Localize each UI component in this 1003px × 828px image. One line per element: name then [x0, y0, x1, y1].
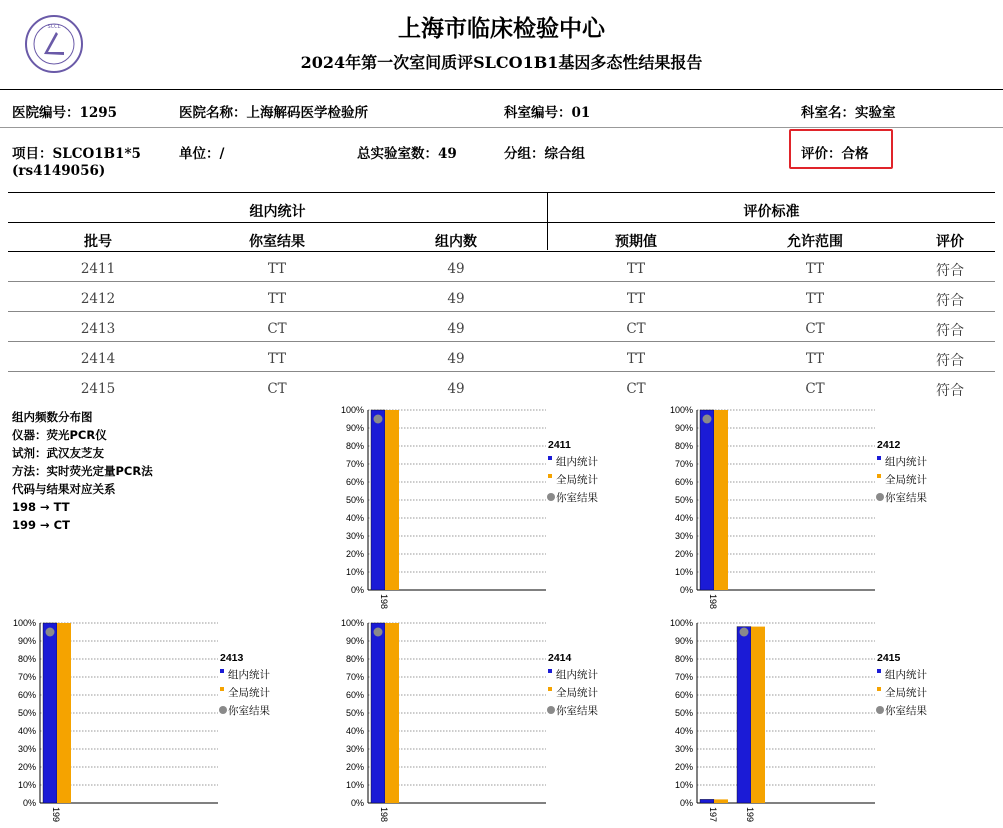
y-tick-label: 80%	[674, 654, 693, 664]
y-tick-label: 90%	[345, 636, 364, 646]
y-tick-label: 0%	[679, 585, 693, 595]
cell-allowed-range: TT	[805, 351, 825, 367]
cell-group-count: 49	[447, 351, 465, 367]
bar-global-stat	[385, 623, 399, 803]
legend-global-swatch	[877, 474, 881, 478]
cell-group-count: 49	[447, 321, 465, 337]
legend-your-result-label: 你室结果	[885, 705, 927, 717]
bar-group-stat	[700, 799, 714, 803]
legend-group-label: 组内统计	[556, 669, 598, 681]
dept-name: 科室名：实验室	[801, 105, 896, 121]
y-tick-label: 40%	[674, 513, 693, 523]
bar-global-stat	[751, 627, 765, 803]
y-tick-label: 100%	[340, 405, 364, 415]
bar-group-stat	[43, 623, 57, 803]
your-result-marker	[374, 628, 383, 637]
legend-group-swatch	[877, 456, 881, 460]
y-tick-label: 80%	[345, 654, 364, 664]
divider	[8, 251, 995, 252]
y-tick-label: 70%	[345, 672, 364, 682]
row-divider	[8, 311, 995, 312]
y-tick-label: 100%	[669, 405, 693, 415]
your-result-marker	[703, 415, 712, 424]
x-tick-label: 198	[379, 594, 389, 610]
legend-group-swatch	[548, 456, 552, 460]
x-tick-label: 197	[708, 807, 718, 823]
y-tick-label: 0%	[679, 798, 693, 808]
cell-evaluation: 符合	[936, 353, 964, 369]
legend-global-swatch	[548, 474, 552, 478]
cell-evaluation: 符合	[936, 263, 964, 279]
notes-code-199: 199 → CT	[12, 518, 70, 532]
y-tick-label: 0%	[22, 798, 36, 808]
legend-your-result-marker	[547, 493, 555, 501]
y-tick-label: 90%	[674, 423, 693, 433]
y-tick-label: 70%	[17, 672, 36, 682]
cell-batch: 2413	[80, 321, 116, 337]
legend-batch-label: 2415	[877, 652, 901, 664]
y-tick-label: 10%	[674, 567, 693, 577]
cell-your-result: TT	[267, 351, 287, 367]
bar-group-stat	[737, 627, 751, 803]
col-header-your-result: 你室结果	[249, 234, 305, 250]
legend-global-swatch	[220, 687, 224, 691]
legend-group-swatch	[548, 669, 552, 673]
your-result-marker	[46, 628, 55, 637]
cell-expected: CT	[626, 381, 646, 397]
hospital-id: 医院编号：1295	[12, 105, 118, 121]
y-tick-label: 60%	[674, 690, 693, 700]
bar-global-stat	[385, 410, 399, 590]
legend-group-label: 组内统计	[228, 669, 270, 681]
item-name: 项目：SLCO1B1*5	[12, 146, 141, 162]
your-result-marker	[374, 415, 383, 424]
cell-your-result: TT	[267, 261, 287, 277]
unit: 单位：/	[179, 146, 225, 162]
y-tick-label: 30%	[17, 744, 36, 754]
x-tick-label: 198	[708, 594, 718, 610]
notes-code-mapping-title: 代码与结果对应关系	[12, 482, 116, 496]
page-subtitle: 2024年第一次室间质评SLCO1B1基因多态性结果报告	[300, 53, 703, 72]
cell-batch: 2414	[80, 351, 116, 367]
legend-group-label: 组内统计	[556, 456, 598, 468]
bar-global-stat	[714, 410, 728, 590]
y-tick-label: 100%	[12, 618, 36, 628]
legend-global-label: 全局统计	[556, 687, 598, 699]
y-tick-label: 50%	[17, 708, 36, 718]
page-title: 上海市临床检验中心	[398, 15, 605, 42]
cell-your-result: TT	[267, 291, 287, 307]
y-tick-label: 50%	[345, 708, 364, 718]
legend-your-result-label: 你室结果	[556, 492, 598, 504]
bar-global-stat	[57, 623, 71, 803]
legend-batch-label: 2414	[548, 652, 572, 664]
frequency-chart-2414	[338, 617, 638, 828]
group: 分组：综合组	[504, 146, 585, 162]
notes-reagent: 试剂：武汉友芝友	[12, 446, 104, 460]
y-tick-label: 80%	[674, 441, 693, 451]
cell-group-count: 49	[447, 381, 465, 397]
y-tick-label: 20%	[345, 549, 364, 559]
y-tick-label: 50%	[674, 708, 693, 718]
bar-group-stat	[371, 623, 385, 803]
row-divider	[8, 371, 995, 372]
y-tick-label: 60%	[345, 690, 364, 700]
legend-global-label: 全局统计	[556, 474, 598, 486]
legend-your-result-marker	[547, 706, 555, 714]
total-labs: 总实验室数：49	[357, 146, 457, 162]
y-tick-label: 70%	[674, 672, 693, 682]
legend-global-swatch	[548, 687, 552, 691]
y-tick-label: 20%	[345, 762, 364, 772]
notes-block	[12, 408, 153, 534]
y-tick-label: 0%	[350, 798, 364, 808]
cell-your-result: CT	[267, 381, 287, 397]
legend-group-swatch	[877, 669, 881, 673]
legend-batch-label: 2412	[877, 439, 901, 451]
y-tick-label: 10%	[345, 567, 364, 577]
svg-text:SCCL: SCCL	[47, 24, 61, 30]
y-tick-label: 90%	[674, 636, 693, 646]
y-tick-label: 40%	[17, 726, 36, 736]
frequency-chart-2413	[10, 617, 310, 828]
cell-expected: TT	[626, 351, 646, 367]
x-tick-label: 198	[379, 807, 389, 823]
y-tick-label: 10%	[674, 780, 693, 790]
y-tick-label: 100%	[669, 618, 693, 628]
cell-your-result: CT	[267, 321, 287, 337]
evaluation-highlight-box	[789, 129, 893, 169]
your-result-marker	[740, 628, 749, 637]
eval-criteria-header: 评价标准	[743, 204, 800, 220]
cell-group-count: 49	[447, 291, 465, 307]
legend-global-label: 全局统计	[228, 687, 270, 699]
y-tick-label: 80%	[17, 654, 36, 664]
divider	[0, 127, 1003, 128]
y-tick-label: 70%	[345, 459, 364, 469]
legend-group-label: 组内统计	[885, 456, 927, 468]
legend-your-result-marker	[219, 706, 227, 714]
y-tick-label: 40%	[345, 726, 364, 736]
y-tick-label: 60%	[674, 477, 693, 487]
y-tick-label: 50%	[345, 495, 364, 505]
y-tick-label: 0%	[350, 585, 364, 595]
y-tick-label: 90%	[345, 423, 364, 433]
frequency-chart-2411	[338, 404, 638, 618]
legend-group-label: 组内统计	[885, 669, 927, 681]
cell-allowed-range: CT	[805, 321, 825, 337]
y-tick-label: 20%	[674, 762, 693, 772]
y-tick-label: 30%	[674, 531, 693, 541]
y-tick-label: 60%	[17, 690, 36, 700]
divider	[8, 192, 995, 193]
cell-batch: 2411	[80, 261, 116, 277]
cell-group-count: 49	[447, 261, 465, 277]
y-tick-label: 30%	[345, 744, 364, 754]
y-tick-label: 50%	[674, 495, 693, 505]
dept-id: 科室编号：01	[504, 105, 591, 121]
divider	[8, 222, 995, 223]
y-tick-label: 40%	[345, 513, 364, 523]
y-tick-label: 20%	[674, 549, 693, 559]
legend-group-swatch	[220, 669, 224, 673]
cell-allowed-range: TT	[805, 261, 825, 277]
bar-group-stat	[700, 410, 714, 590]
legend-your-result-label: 你室结果	[228, 705, 270, 717]
col-header-group-count: 组内数	[435, 234, 477, 250]
cell-expected: TT	[626, 291, 646, 307]
legend-batch-label: 2413	[220, 652, 244, 664]
hospital-name: 医院名称：上海解码医学检验所	[179, 105, 368, 121]
x-tick-label: 199	[745, 807, 755, 823]
bar-global-stat	[714, 799, 728, 803]
y-tick-label: 20%	[17, 762, 36, 772]
y-tick-label: 30%	[345, 531, 364, 541]
cell-expected: TT	[626, 261, 646, 277]
legend-global-label: 全局统计	[885, 474, 927, 486]
legend-your-result-label: 你室结果	[885, 492, 927, 504]
cell-batch: 2412	[80, 291, 116, 307]
legend-batch-label: 2411	[548, 439, 571, 451]
divider	[0, 89, 1003, 90]
legend-global-swatch	[877, 687, 881, 691]
cell-allowed-range: TT	[805, 291, 825, 307]
cell-allowed-range: CT	[805, 381, 825, 397]
col-header-evaluation: 评价	[936, 234, 964, 250]
legend-your-result-marker	[876, 706, 884, 714]
cell-evaluation: 符合	[936, 293, 964, 309]
notes-code-198: 198 → TT	[12, 500, 70, 514]
bar-group-stat	[371, 410, 385, 590]
y-tick-label: 80%	[345, 441, 364, 451]
legend-global-label: 全局统计	[885, 687, 927, 699]
y-tick-label: 10%	[17, 780, 36, 790]
y-tick-label: 30%	[674, 744, 693, 754]
notes-instrument: 仪器：荧光PCR仪	[12, 428, 107, 442]
group-stats-header: 组内统计	[249, 204, 306, 220]
notes-method: 方法：实时荧光定量PCR法	[12, 464, 153, 478]
notes-title: 组内频数分布图	[12, 410, 93, 424]
y-tick-label: 70%	[674, 459, 693, 469]
y-tick-label: 10%	[345, 780, 364, 790]
frequency-chart-2412	[667, 404, 967, 618]
row-divider	[8, 341, 995, 342]
cell-evaluation: 符合	[936, 323, 964, 339]
y-tick-label: 40%	[674, 726, 693, 736]
legend-your-result-marker	[876, 493, 884, 501]
item-rs: (rs4149056)	[12, 163, 106, 179]
cell-batch: 2415	[80, 381, 116, 397]
cell-evaluation: 符合	[936, 383, 964, 399]
frequency-chart-2415	[667, 617, 967, 828]
y-tick-label: 60%	[345, 477, 364, 487]
y-tick-label: 90%	[17, 636, 36, 646]
legend-your-result-label: 你室结果	[556, 705, 598, 717]
row-divider	[8, 281, 995, 282]
y-tick-label: 100%	[340, 618, 364, 628]
x-tick-label: 199	[51, 807, 61, 823]
col-header-batch: 批号	[84, 234, 112, 250]
cell-expected: CT	[626, 321, 646, 337]
col-header-allowed-range: 允许范围	[787, 234, 843, 250]
evaluation: 评价：合格	[801, 146, 869, 162]
col-header-expected: 预期值	[615, 234, 657, 250]
